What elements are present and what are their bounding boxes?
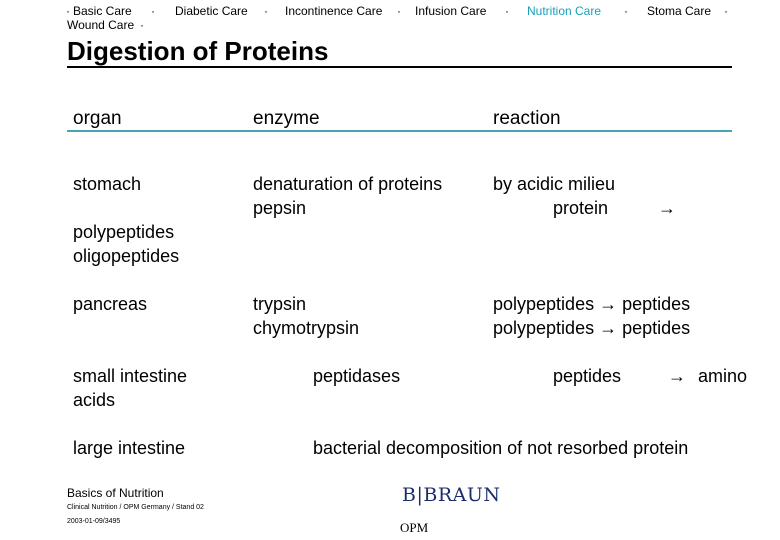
page-title: Digestion of Proteins [67, 36, 329, 66]
reaction-cell: polypeptides → peptides [493, 294, 691, 314]
nav-separator: · [66, 4, 70, 18]
nav-separator: · [264, 4, 268, 18]
footer-code: 2003-01-09/3495 [67, 518, 121, 525]
organ-cell: large intestine [73, 438, 186, 458]
organ-cell: small intestine [73, 366, 188, 386]
footer-title: Basics of Nutrition [67, 486, 164, 500]
arrow-icon: → [668, 366, 686, 386]
enzyme-cell: chymotrypsin [253, 318, 360, 338]
header-divider [67, 130, 732, 132]
arrow-icon: → [658, 198, 676, 218]
nav-separator: · [151, 4, 155, 18]
nav-separator: · [397, 4, 401, 18]
nav-item-wound-care[interactable]: Wound Care [67, 18, 135, 32]
reaction-cell: bacterial decomposition of not resorbed protein [313, 438, 689, 458]
bbraun-logo: B|BRAUN [402, 484, 501, 506]
nav-item-basic-care[interactable]: Basic Care [73, 4, 132, 18]
reaction-cell: by acidic milieu [493, 174, 616, 194]
title-divider [67, 66, 732, 68]
organ-cell: pancreas [73, 294, 148, 314]
column-header-enzyme: enzyme [253, 108, 320, 129]
nav-separator: · [724, 4, 728, 18]
nav-item-infusion-care[interactable]: Infusion Care [415, 4, 487, 18]
enzyme-cell: trypsin [253, 294, 307, 314]
reaction-cell: oligopeptides [73, 246, 180, 266]
enzyme-cell: pepsin [253, 198, 307, 218]
reaction-cell: amino [698, 366, 748, 386]
organ-cell: stomach [73, 174, 142, 194]
reaction-cell: peptides [553, 366, 622, 386]
footer-subtitle: Clinical Nutrition / OPM Germany / Stand 02 [67, 504, 204, 511]
reaction-cell: polypeptides [73, 222, 175, 242]
reaction-cell: protein [553, 198, 609, 218]
enzyme-cell: denaturation of proteins [253, 174, 443, 194]
nav-separator: · [505, 4, 509, 18]
column-header-organ: organ [73, 108, 122, 129]
enzyme-cell: peptidases [313, 366, 401, 386]
nav-item-nutrition-care[interactable]: Nutrition Care [527, 4, 602, 18]
nav-separator: · [140, 18, 144, 32]
reaction-cell: acids [73, 390, 116, 410]
nav-separator: · [624, 4, 628, 18]
nav-item-incontinence-care[interactable]: Incontinence Care [285, 4, 383, 18]
nav-item-diabetic-care[interactable]: Diabetic Care [175, 4, 248, 18]
footer-opm: OPM [400, 520, 429, 535]
column-header-reaction: reaction [493, 108, 561, 129]
reaction-cell: polypeptides → peptides [493, 318, 691, 338]
nav-item-stoma-care[interactable]: Stoma Care [647, 4, 712, 18]
